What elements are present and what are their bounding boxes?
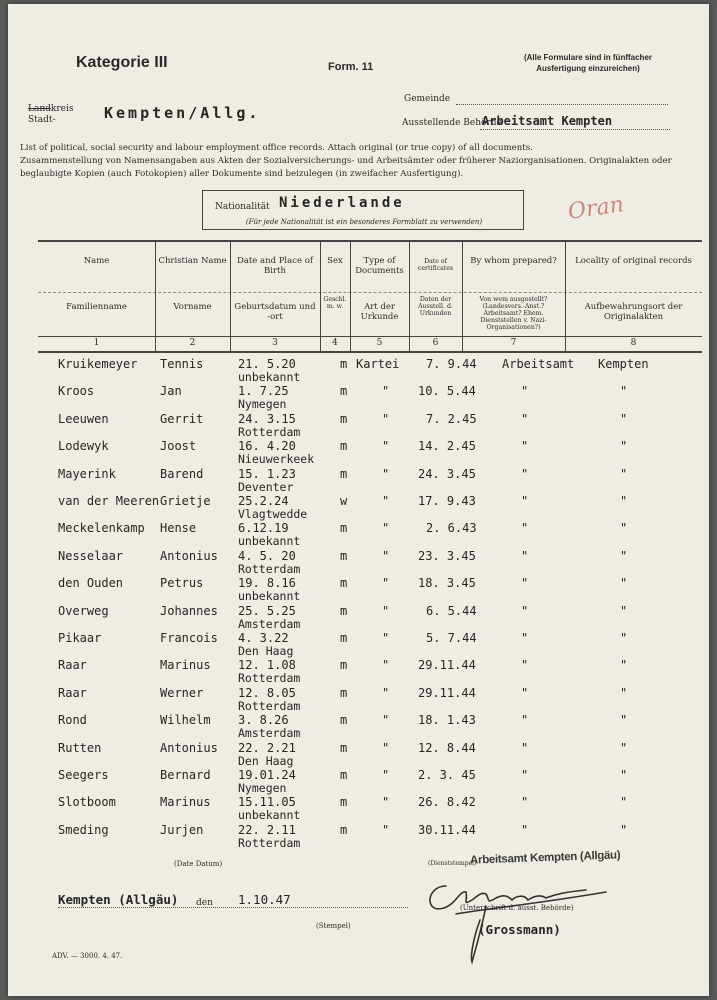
gemeinde-label: Gemeinde: [404, 94, 451, 104]
vorname-cell: Barend: [160, 466, 204, 481]
locality-cell: ": [620, 631, 628, 645]
pencil-annotation: Oran: [566, 192, 626, 225]
locality-cell: ": [620, 576, 628, 591]
locality-cell: ": [620, 822, 628, 837]
nationality-note: (Für jede Nationalität ist ein besonderes Formblatt zu verwenden): [245, 218, 483, 226]
prepared-by-cell: ": [521, 521, 529, 536]
vorname-cell: Petrus: [160, 576, 204, 591]
locality-cell: ": [620, 713, 628, 728]
locality-cell: ": [620, 439, 628, 454]
certificate-date-cell: 5. 7.44: [426, 631, 477, 645]
document-type-cell: ": [382, 740, 390, 755]
stamp-small-label: (Dienststempel): [428, 860, 477, 867]
prepared-by-cell: Arbeitsamt: [502, 357, 575, 371]
copies-note: [498, 52, 678, 74]
prepared-by-cell: ": [521, 411, 529, 426]
certificate-date-cell: 23. 3.45: [418, 548, 476, 563]
birth-place-cell: Den Haag: [238, 644, 294, 658]
sex-cell: m: [340, 713, 348, 728]
name-cell: den Ouden: [58, 576, 124, 591]
column-header-de-7: Von wem ausgestellt? (Landesvers.-Anst.? Arbeitsamt? Ehem. Dienststellen v. Nazi-Organisationen?): [479, 296, 548, 331]
table-row: [8, 794, 709, 822]
locality-cell: ": [620, 603, 628, 618]
document-type-cell: ": [382, 494, 390, 508]
instructions-en: List of political, social security and labour employment office records. Attach original (or true copy) of all documents.: [20, 143, 533, 153]
name-cell: van der Meeren: [58, 494, 160, 508]
name-cell: Pikaar: [58, 631, 102, 645]
birth-date-cell: 15. 1.23: [238, 466, 296, 481]
table-row: [8, 548, 709, 576]
sex-cell: m: [340, 822, 348, 837]
document-type-cell: ": [382, 768, 390, 782]
name-cell: Kruikemeyer: [58, 357, 138, 371]
birth-place-cell: Nymegen: [238, 781, 287, 795]
document-type-cell: Kartei: [356, 357, 400, 371]
birth-place-cell: unbekannt: [238, 534, 301, 549]
birth-place-cell: Vlagtwedde: [238, 507, 308, 521]
locality-cell: ": [620, 685, 628, 700]
vorname-cell: Gerrit: [160, 411, 204, 426]
certificate-date-cell: 7. 9.44: [426, 357, 477, 371]
table-row: [8, 383, 709, 411]
prepared-by-cell: ": [521, 740, 529, 755]
prepared-by-cell: ": [521, 658, 529, 673]
certificate-date-cell: 30.11.44: [418, 822, 476, 837]
sex-cell: m: [340, 658, 348, 673]
locality-cell: ": [620, 795, 628, 810]
document-type-cell: ": [382, 548, 390, 563]
document-type-cell: ": [382, 466, 390, 481]
column-header-de-4: Geschl. m. w.: [323, 296, 347, 310]
locality-cell: ": [620, 548, 628, 563]
sex-cell: m: [340, 357, 348, 371]
birth-date-cell: 21. 5.20: [238, 357, 296, 371]
sex-cell: m: [340, 740, 348, 755]
column-number-6: 6: [432, 338, 439, 348]
certificate-date-cell: 7. 2.45: [426, 411, 477, 426]
table-row: [8, 740, 709, 768]
birth-date-cell: 15.11.05: [238, 795, 296, 810]
prepared-by-cell: ": [521, 631, 529, 645]
birth-date-cell: 4. 5. 20: [238, 548, 296, 563]
locality-cell: Kempten: [598, 357, 649, 371]
place-value: Kempten (Allgäu): [58, 892, 179, 907]
vorname-cell: Antonius: [160, 548, 218, 563]
sex-cell: m: [340, 384, 348, 399]
land-label: Land: [28, 104, 51, 114]
instructions-de: Zusammenstellung von Namensangaben aus Akten der Sozialversicherungs- und Arbeitsämter oder früherer Naziorganisationen. Originalakten oder beglaubigte Kopien (auch Fotokopien) aller Dokumente sind beizulegen (in zweifacher Ausfertigung).: [20, 156, 672, 179]
column-header-en-5: Type of Documents: [355, 256, 404, 276]
document-type-cell: ": [382, 411, 390, 426]
column-header-en-8: Locality of original records: [575, 256, 692, 266]
certificate-date-cell: 2. 6.43: [426, 521, 477, 536]
certificate-date-cell: 24. 3.45: [418, 466, 476, 481]
birth-date-cell: 22. 2.11: [238, 822, 296, 837]
name-cell: Rond: [58, 713, 87, 728]
column-number-5: 5: [376, 338, 383, 348]
sex-cell: m: [340, 795, 348, 810]
birth-date-cell: 1. 7.25: [238, 384, 289, 399]
prepared-by-cell: ": [521, 576, 529, 591]
certificate-date-cell: 17. 9.43: [418, 494, 476, 508]
prepared-by-cell: ": [521, 384, 529, 399]
document-type-cell: ": [382, 685, 390, 700]
column-number-8: 8: [630, 338, 637, 348]
name-cell: Slotboom: [58, 795, 116, 810]
column-header-en-7: By whom prepared?: [470, 256, 557, 266]
vorname-cell: Grietje: [160, 494, 211, 508]
birth-place-cell: Rotterdam: [238, 424, 301, 439]
birth-place-cell: unbekannt: [238, 589, 301, 604]
birth-date-cell: 19.01.24: [238, 768, 296, 782]
prepared-by-cell: ": [521, 822, 529, 837]
sex-cell: m: [340, 768, 348, 782]
document-type-cell: ": [382, 603, 390, 618]
vorname-cell: Joost: [160, 439, 197, 454]
birth-place-cell: Rotterdam: [238, 561, 301, 576]
birth-place-cell: Den Haag: [238, 753, 294, 768]
birth-place-cell: unbekannt: [238, 370, 301, 384]
vorname-cell: Tennis: [160, 357, 204, 371]
certificate-date-cell: 2. 3. 45: [418, 768, 476, 782]
vorname-cell: Bernard: [160, 768, 211, 782]
name-cell: Nesselaar: [58, 548, 124, 563]
document-type-cell: ": [382, 658, 390, 673]
name-cell: Lodewyk: [58, 439, 109, 454]
prepared-by-cell: ": [521, 494, 529, 508]
sex-cell: m: [340, 548, 348, 563]
birth-place-cell: unbekannt: [238, 808, 301, 823]
instructions: [20, 142, 700, 181]
kreis-value: Kempten/Allg.: [104, 104, 261, 122]
sex-cell: m: [340, 685, 348, 700]
table-row: [8, 466, 709, 494]
document-type-cell: ": [382, 822, 390, 837]
column-header-en-1: Name: [83, 256, 110, 266]
locality-cell: ": [620, 494, 628, 508]
vorname-cell: Francois: [160, 631, 218, 645]
birth-date-cell: 19. 8.16: [238, 576, 296, 591]
table-row: [8, 767, 709, 795]
vorname-cell: Marinus: [160, 658, 211, 673]
column-header-de-8: Aufbewahrungsort der Originalakten: [584, 302, 683, 322]
certificate-date-cell: 10. 5.44: [418, 384, 476, 399]
table-row: [8, 356, 709, 384]
date-value: 1.10.47: [238, 892, 291, 907]
column-header-de-5: Art der Urkunde: [360, 302, 399, 322]
prepared-by-cell: ": [521, 685, 529, 700]
birth-place-cell: Amsterdam: [238, 616, 301, 631]
prepared-by-cell: ": [521, 548, 529, 563]
column-number-2: 2: [189, 338, 196, 348]
vorname-cell: Jurjen: [160, 822, 204, 837]
name-cell: Raar: [58, 658, 87, 673]
birth-date-cell: 12. 8.05: [238, 685, 296, 700]
name-cell: Meckelenkamp: [58, 521, 145, 536]
kreis-label: kreis: [50, 104, 74, 114]
locality-cell: ": [620, 384, 628, 399]
column-header-de-3: Geburtsdatum und -ort: [234, 302, 316, 322]
table-row: [8, 575, 709, 603]
sex-cell: m: [340, 521, 348, 536]
name-cell: Raar: [58, 685, 87, 700]
certificate-date-cell: 29.11.44: [418, 685, 476, 700]
name-cell: Seegers: [58, 768, 109, 782]
prepared-by-cell: ": [521, 795, 529, 810]
column-header-en-2: Christian Name: [158, 256, 227, 266]
column-header-de-2: Vorname: [173, 302, 212, 312]
den-label: den: [196, 898, 213, 908]
name-cell: Overweg: [58, 603, 109, 618]
document-type-cell: ": [382, 439, 390, 454]
birth-date-cell: 24. 3.15: [238, 411, 296, 426]
locality-cell: ": [620, 740, 628, 755]
vorname-cell: Werner: [160, 685, 204, 700]
sex-cell: m: [340, 411, 348, 426]
place-date-line: [58, 907, 408, 908]
name-cell: Leeuwen: [58, 411, 109, 426]
certificate-date-cell: 6. 5.44: [426, 603, 477, 618]
sex-cell: m: [340, 466, 348, 481]
locality-cell: ": [620, 658, 628, 673]
locality-cell: ": [620, 411, 628, 426]
locality-cell: ": [620, 466, 628, 481]
birth-date-cell: 25. 5.25: [238, 603, 296, 618]
certificate-date-cell: 26. 8.42: [418, 795, 476, 810]
birth-date-cell: 22. 2.21: [238, 740, 296, 755]
gemeinde-line: [456, 104, 668, 105]
birth-place-cell: Rotterdam: [238, 698, 301, 713]
table-row: [8, 822, 709, 850]
vorname-cell: Wilhelm: [160, 713, 211, 728]
name-cell: Kroos: [58, 384, 95, 399]
certificate-date-cell: 18. 3.45: [418, 576, 476, 591]
signature-label: (Unterschrift d. ausst. Behörde): [460, 904, 574, 912]
column-header-de-6: Daten der Ausstell. d. Urkunden: [418, 296, 453, 317]
stadt-label: Stadt-: [28, 115, 56, 125]
table-row: [8, 657, 709, 685]
prepared-by-cell: ": [521, 466, 529, 481]
locality-cell: ": [620, 768, 628, 782]
column-number-3: 3: [272, 338, 278, 348]
stempel-label: (Stempel): [316, 922, 351, 930]
name-cell: Mayerink: [58, 466, 116, 481]
birth-place-cell: Deventer: [238, 479, 294, 494]
column-header-en-4: Sex: [327, 256, 343, 266]
office-stamp: Arbeitsamt Kempten (Allgäu): [469, 849, 621, 867]
sex-cell: m: [340, 631, 348, 645]
date-label: (Date Datum): [174, 860, 223, 868]
nationality-label: Nationalität: [215, 202, 270, 212]
signer-name: (Grossmann): [478, 922, 561, 937]
copies-note-line1: (Alle Formulare sind in fünffacher: [523, 53, 652, 62]
landkreis-label: [28, 104, 88, 126]
behoerde-value: Arbeitsamt Kempten: [482, 114, 613, 128]
birth-date-cell: 25.2.24: [238, 494, 289, 508]
sex-cell: w: [340, 494, 348, 508]
table-row: [8, 438, 709, 466]
form-number: Form. 11: [328, 61, 374, 73]
nationality-box: [202, 190, 524, 230]
nationality-value: Niederlande: [279, 195, 405, 211]
certificate-date-cell: 12. 8.44: [418, 740, 476, 755]
document-type-cell: ": [382, 795, 390, 810]
document-type-cell: ": [382, 521, 390, 536]
birth-place-cell: Nymegen: [238, 397, 287, 412]
column-header-de-1: Familienname: [66, 302, 127, 312]
birth-date-cell: 16. 4.20: [238, 439, 296, 454]
birth-date-cell: 12. 1.08: [238, 658, 296, 673]
document-type-cell: ": [382, 576, 390, 591]
birth-place-cell: Rotterdam: [238, 835, 301, 850]
vorname-cell: Antonius: [160, 740, 218, 755]
kategorie-title: Kategorie III: [76, 54, 168, 71]
birth-place-cell: Amsterdam: [238, 726, 301, 741]
table-row: [8, 685, 709, 713]
column-header-en-3: Date and Place of Birth: [237, 256, 313, 276]
vorname-cell: Marinus: [160, 795, 211, 810]
sex-cell: m: [340, 439, 348, 454]
document-type-cell: ": [382, 384, 390, 399]
certificate-date-cell: 29.11.44: [418, 658, 476, 673]
vorname-cell: Jan: [160, 384, 182, 399]
vorname-cell: Johannes: [160, 603, 218, 618]
document-type-cell: ": [382, 713, 390, 728]
document-type-cell: ": [382, 631, 390, 645]
behoerde-label: Ausstellende Behörde: [402, 118, 502, 128]
birth-date-cell: 6.12.19: [238, 521, 289, 536]
table-row: [8, 603, 709, 631]
form-sheet: [8, 4, 709, 996]
table-row: [8, 411, 709, 439]
copies-note-line2: Ausfertigung einzureichen): [536, 64, 640, 73]
table-row: [8, 520, 709, 548]
certificate-date-cell: 18. 1.43: [418, 713, 476, 728]
vorname-cell: Hense: [160, 521, 197, 536]
column-number-1: 1: [93, 338, 100, 348]
birth-place-cell: Rotterdam: [238, 671, 301, 686]
column-number-4: 4: [332, 338, 338, 348]
sex-cell: m: [340, 603, 348, 618]
birth-place-cell: Nieuwerkeek: [238, 452, 315, 467]
name-cell: Smeding: [58, 822, 109, 837]
column-number-7: 7: [510, 338, 517, 348]
column-header-en-6: Date of certificates: [417, 258, 454, 272]
table-row: [8, 712, 709, 740]
name-cell: Rutten: [58, 740, 102, 755]
birth-date-cell: 4. 3.22: [238, 631, 289, 645]
table-row: [8, 493, 709, 521]
table-row: [8, 630, 709, 658]
adv-code: ADV. — 3000. 4. 47.: [52, 952, 123, 960]
prepared-by-cell: ": [521, 768, 529, 782]
prepared-by-cell: ": [521, 603, 529, 618]
behoerde-line: [480, 129, 670, 130]
birth-date-cell: 3. 8.26: [238, 713, 289, 728]
locality-cell: ": [620, 521, 628, 536]
certificate-date-cell: 14. 2.45: [418, 439, 476, 454]
sex-cell: m: [340, 576, 348, 591]
prepared-by-cell: ": [521, 713, 529, 728]
prepared-by-cell: ": [521, 439, 529, 454]
